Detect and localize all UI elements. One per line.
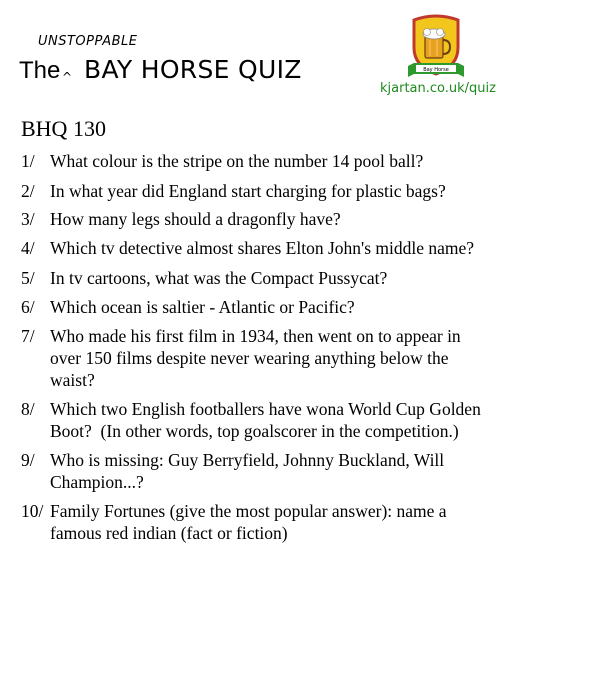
logo-label: Bay Horse <box>423 67 449 73</box>
question-number: 10/ <box>21 501 44 521</box>
question-number: 4/ <box>21 238 35 258</box>
question-text: How many legs should a dragonfly have? <box>50 209 341 229</box>
question-number: 5/ <box>21 268 35 288</box>
question-text: What colour is the stripe on the number 14 pool ball? <box>50 151 424 171</box>
quiz-title: BAY HORSE QUIZ <box>84 55 302 84</box>
question-text: Which tv detective almost shares Elton John's middle name? <box>50 238 475 258</box>
site-url-link[interactable]: kjartan.co.uk/quiz <box>380 81 496 96</box>
question-number: 6/ <box>21 297 35 317</box>
question-text: Who is missing: Guy Berryfield, Johnny Buckland, Will Champion...? <box>50 450 445 492</box>
question-number: 2/ <box>21 181 35 201</box>
question-text: Which ocean is saltier - Atlantic or Pacific? <box>50 297 355 317</box>
question-number: 7/ <box>21 326 35 346</box>
question-number: 3/ <box>21 209 35 229</box>
question-text: In tv cartoons, what was the Compact Pussycat? <box>50 268 388 288</box>
question-number: 9/ <box>21 450 35 470</box>
insertion-caret: ^ <box>62 70 73 84</box>
quiz-heading: BHQ 130 <box>21 116 106 141</box>
unstoppable-caption: UNSTOPPABLE <box>38 34 138 49</box>
title-the: The <box>19 57 61 84</box>
question-number: 8/ <box>21 399 35 419</box>
question-text: Who made his first film in 1934, then went on to appear in over 150 films despite never wearing anything below the waist? <box>50 326 461 390</box>
question-text: In what year did England start charging for plastic bags? <box>50 181 446 201</box>
question-text: Family Fortunes (give the most popular answer): name a famous red indian (fact or fiction) <box>50 501 447 543</box>
question-text: Which two English footballers have wona World Cup Golden Boot? (In other words, top goalscorer in the competition.) <box>50 399 481 441</box>
question-number: 1/ <box>21 151 35 171</box>
